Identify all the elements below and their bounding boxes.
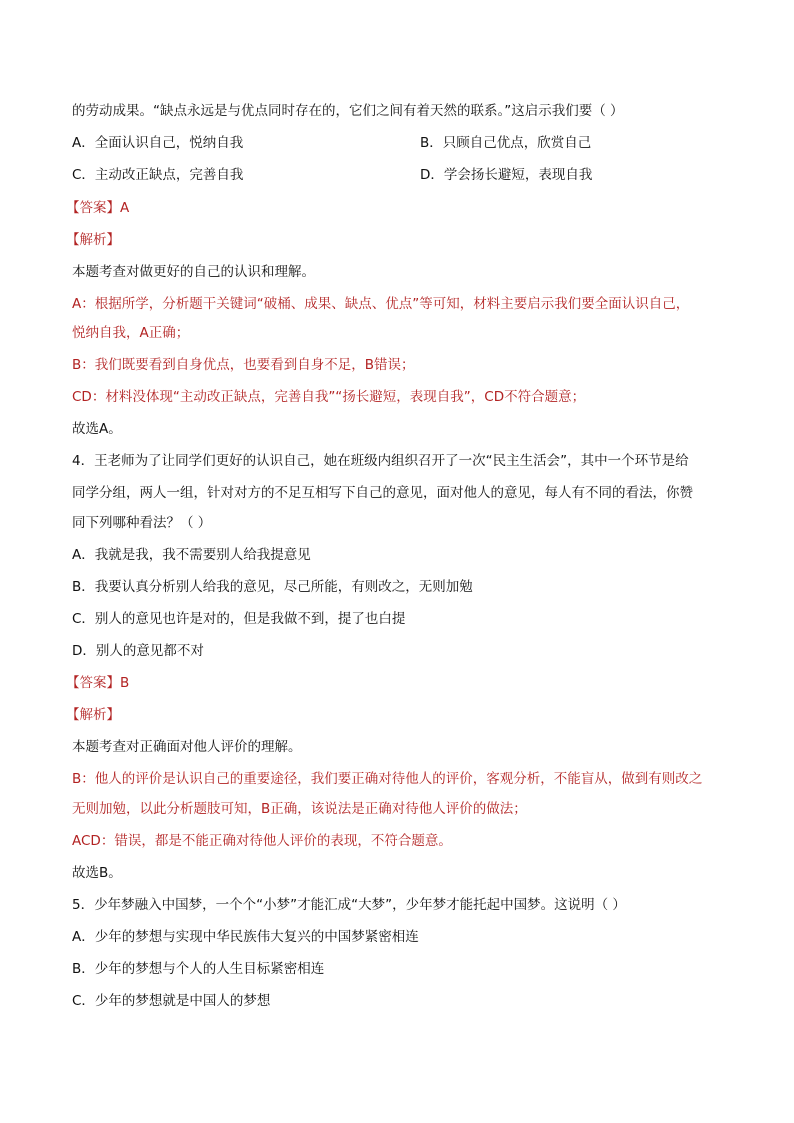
q4-answer: 【答案】B bbox=[66, 675, 130, 691]
q4-stem-line-1: 4．王老师为了让同学们更好的认识自己，她在班级内组织召开了一次“民主生活会”，其中一个环节是给 bbox=[72, 453, 689, 469]
q4-option-d: D．别人的意见都不对 bbox=[72, 643, 204, 659]
q4-stem-line-3: 同下列哪种看法？（ ） bbox=[72, 515, 212, 531]
q3-analysis-label: 【解析】 bbox=[66, 232, 120, 248]
q3-answer: 【答案】A bbox=[66, 200, 130, 216]
q3-analysis-intro: 本题考查对做更好的自己的认识和理解。 bbox=[72, 264, 315, 280]
q4-analysis-label: 【解析】 bbox=[66, 707, 120, 723]
q3-option-a: A．全面认识自己，悦纳自我 bbox=[72, 135, 244, 151]
q3-option-d: D．学会扬长避短，表现自我 bbox=[420, 167, 593, 183]
q4-option-a: A．我就是我，我不需要别人给我提意见 bbox=[72, 547, 311, 563]
q4-analysis-intro: 本题考查对正确面对他人评价的理解。 bbox=[72, 739, 302, 755]
q3-analysis-a-line-1: A：根据所学，分析题干关键词“破桶、成果、缺点、优点”等可知，材料主要启示我们要全面认识自己， bbox=[72, 296, 690, 312]
q3-option-row-2 bbox=[72, 165, 593, 185]
q3-analysis-cd: CD：材料没体现“主动改正缺点，完善自我”“扬长避短，表现自我”，CD不符合题意； bbox=[72, 389, 586, 405]
q4-option-b: B．我要认真分析别人给我的意见，尽己所能，有则改之，无则加勉 bbox=[72, 579, 473, 595]
q3-stem-tail: 的劳动成果。“缺点永远是与优点同时存在的，它们之间有着天然的联系。”这启示我们要（ ） bbox=[72, 103, 624, 119]
q3-option-b: B．只顾自己优点，欣赏自己 bbox=[420, 135, 592, 151]
q5-option-b: B．少年的梦想与个人的人生目标紧密相连 bbox=[72, 961, 325, 977]
q3-option-c: C．主动改正缺点，完善自我 bbox=[72, 167, 244, 183]
q4-conclusion: 故选B。 bbox=[72, 865, 122, 881]
q4-option-c: C．别人的意见也许是对的，但是我做不到，提了也白提 bbox=[72, 611, 406, 627]
q5-stem: 5．少年梦融入中国梦，一个个“小梦”才能汇成“大梦”，少年梦才能托起中国梦。这说明（ ） bbox=[72, 897, 626, 913]
q4-analysis-b-line-1: B：他人的评价是认识自己的重要途径，我们要正确对待他人的评价，客观分析，不能盲从，做到有则改之 bbox=[72, 771, 703, 787]
q4-analysis-b-line-2: 无则加勉，以此分析题肢可知，B正确，该说法是正确对待他人评价的做法； bbox=[72, 801, 527, 817]
q3-analysis-b: B：我们既要看到自身优点，也要看到自身不足，B错误； bbox=[72, 357, 415, 373]
q5-option-c: C．少年的梦想就是中国人的梦想 bbox=[72, 993, 271, 1009]
q4-stem-line-2: 同学分组，两人一组，针对对方的不足互相写下自己的意见，面对他人的意见，每人有不同的看法，你赞 bbox=[72, 485, 693, 501]
q3-option-row-1 bbox=[72, 133, 592, 153]
q3-analysis-a-line-2: 悦纳自我，A正确； bbox=[72, 325, 190, 341]
q5-option-a: A．少年的梦想与实现中华民族伟大复兴的中国梦紧密相连 bbox=[72, 929, 419, 945]
q3-conclusion: 故选A。 bbox=[72, 421, 122, 437]
q4-analysis-acd: ACD：错误，都是不能正确对待他人评价的表现，不符合题意。 bbox=[72, 833, 452, 849]
